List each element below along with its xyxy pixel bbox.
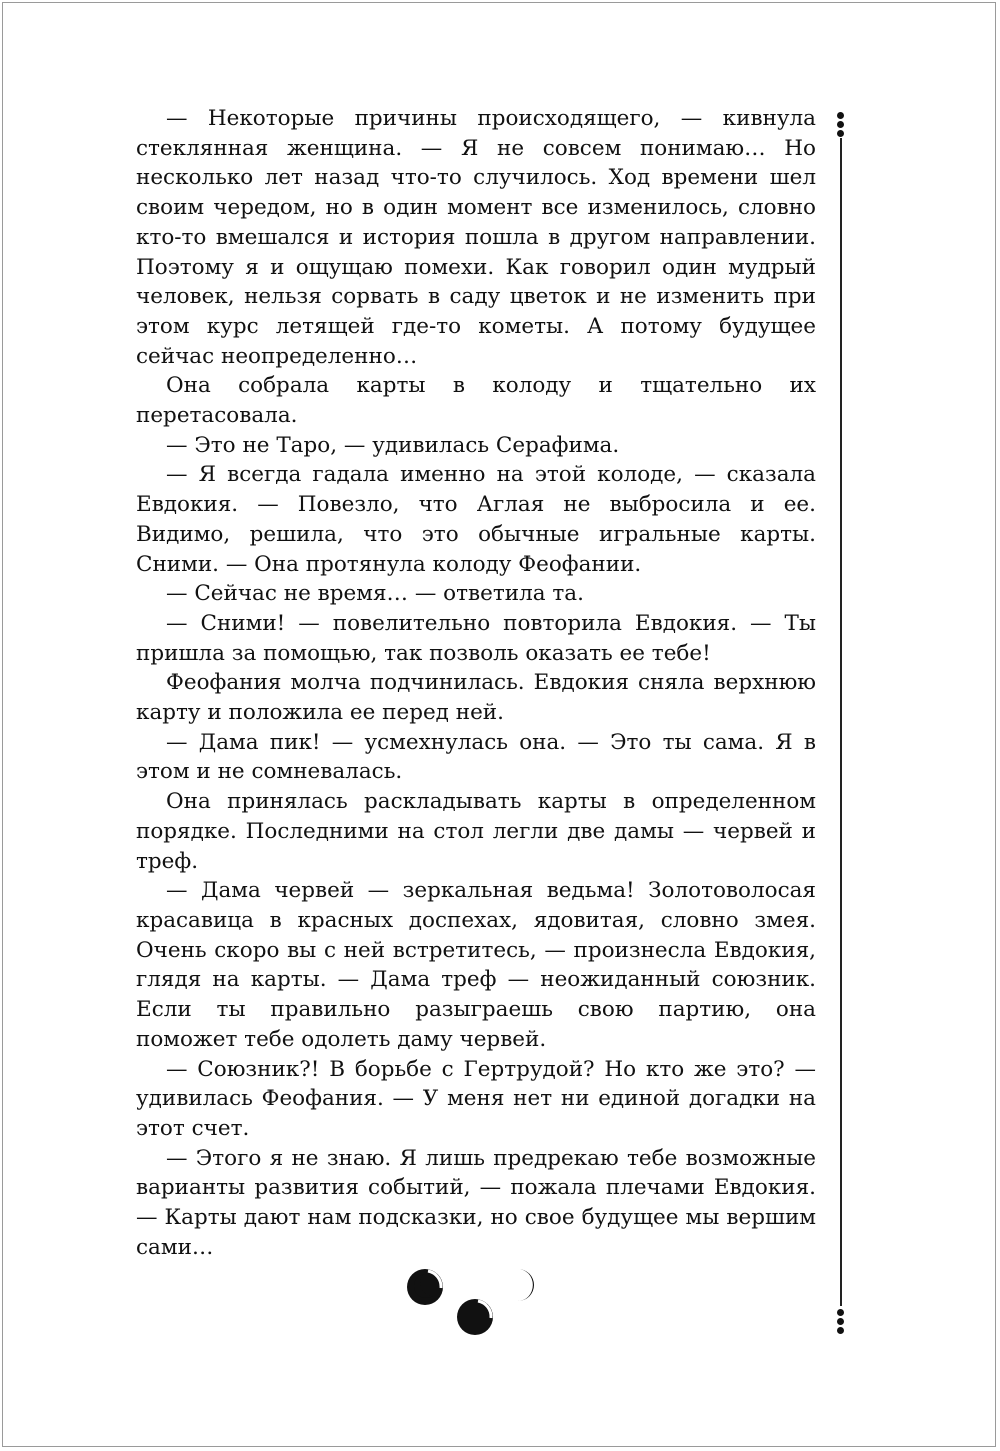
ornament-dot-icon [837, 1318, 844, 1325]
paragraph-10: — Дама червей — зеркальная ведьма! Золотоволосая красавица в красных доспехах, ядовитая, словно змея. Очень скоро вы с ней встретитесь, — произнесла Евдокия, глядя на карты. — Дама треф — неожиданный союзник. Если ты правильно разыграешь свою партию, она поможет тебе одолеть даму червей. [136, 878, 816, 1052]
ornament-dot-icon [837, 112, 844, 119]
paragraph-9: Она принялась раскладывать карты в определенном порядке. Последними на стол легли две дамы — червей и треф. [136, 789, 816, 874]
moon-phases-ornament [402, 1262, 552, 1338]
paragraph-2: Она собрала карты в колоду и тщательно их перетасовала. [136, 373, 816, 429]
ornament-dot-icon [837, 130, 844, 137]
ornament-dot-icon [837, 1327, 844, 1334]
paragraph-7: Феофания молча подчинилась. Евдокия сняла верхнюю карту и положила ее перед ней. [136, 670, 816, 726]
waning-moon-icon [406, 1268, 444, 1306]
book-text [136, 104, 816, 1262]
paragraph-1: — Некоторые причины происходящего, — кивнула стеклянная женщина. — Я не совсем понимаю… Но несколько лет назад что-то случилось. Ход времени шел своим чередом, но в один момент все изменилось, словно кто-то вмешался и история пошла в другом направлении. Поэтому я и ощущаю помехи. Как говорил один мудрый человек, нельзя сорвать в саду цветок и не изменить при этом курс летящей где-то кометы. А потому будущее сейчас неопределенно… [136, 106, 816, 369]
side-ornament [832, 112, 850, 1334]
paragraph-4: — Я всегда гадала именно на этой колоде, — сказала Евдокия. — Повезло, что Аглая не выбросила и ее. Видимо, решила, что это обычные игральные карты. Сними. — Она протянула колоду Феофании. [136, 462, 816, 577]
paragraph-12: — Этого я не знаю. Я лишь предрекаю тебе возможные варианты развития событий, — пожала плечами Евдокия. — Карты дают нам подсказки, но свое будущее мы вершим сами… [136, 1145, 816, 1260]
paragraph-6: — Сними! — повелительно повторила Евдокия. — Ты пришла за помощью, так позволь оказать ее тебе! [136, 610, 816, 666]
paragraph-11: — Союзник?! В борьбе с Гертрудой? Но кто же это? — удивилась Феофания. — У меня нет ни единой догадки на этот счет. [136, 1056, 816, 1141]
paragraph-3: — Это не Таро, — удивилась Серафима. [166, 432, 620, 458]
ornament-dot-icon [837, 121, 844, 128]
ornament-dot-icon [837, 1309, 844, 1316]
gibbous-moon-icon [456, 1298, 494, 1336]
crescent-moon-icon [512, 1266, 544, 1304]
paragraph-8: — Дама пик! — усмехнулась она. — Это ты сама. Я в этом и не сомневалась. [136, 729, 816, 785]
paragraph-5: — Сейчас не время… — ответила та. [166, 581, 584, 607]
ornament-vertical-line [840, 138, 842, 1306]
